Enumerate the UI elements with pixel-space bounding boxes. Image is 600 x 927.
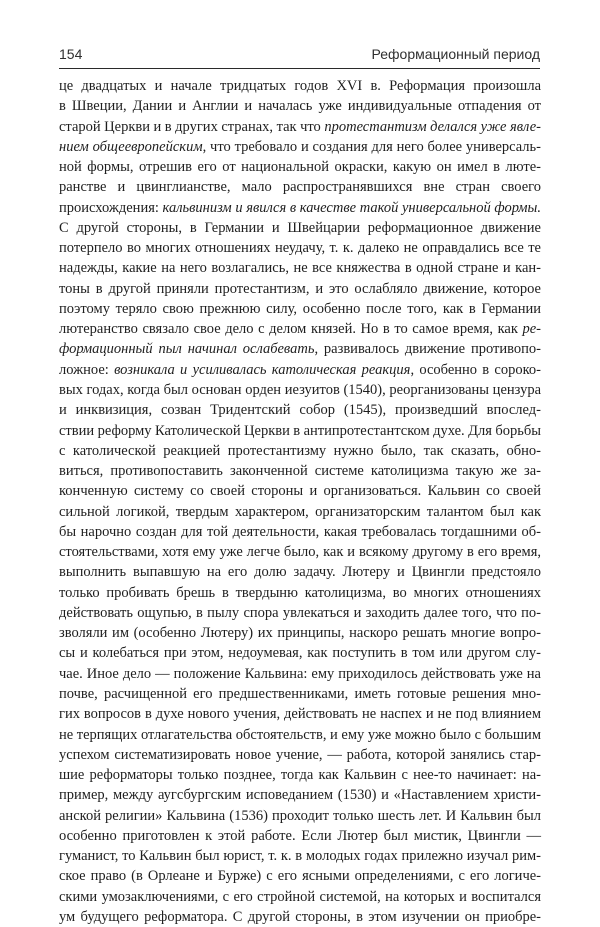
text-line <box>59 319 541 339</box>
text-line <box>59 502 541 522</box>
text-line <box>59 441 541 461</box>
text-segment: це двадцатых и начале тридцатых годов XVI в. Реформация произошла <box>59 78 541 94</box>
text-line <box>59 623 541 643</box>
text-segment: конченную систему со своей стороны и организоваться. Кальвин со своей <box>59 483 541 500</box>
text-segment: ной формы, отрешив его от национальной окраски, какую он имел в люте- <box>59 159 541 176</box>
text-line <box>59 684 541 704</box>
text-segment: ум будущего реформатора. С другой стороны, в этом изучении он приобре- <box>59 908 541 925</box>
header-rule <box>59 68 540 69</box>
page-header <box>59 46 540 66</box>
text-line <box>59 826 541 846</box>
text-segment: потерпело во многих отношениях неудачу, т. к. далеко не оправдались все те <box>59 240 541 257</box>
text-line <box>59 117 541 137</box>
page-number: 154 <box>59 46 83 62</box>
text-segment: почве, расчищенной его предшественниками, иметь готовые решения мно- <box>59 685 541 702</box>
text-segment: стоятельствами, хотя ему уже легче было, как и всякому другому в его время, <box>59 544 541 561</box>
text-line <box>59 785 541 805</box>
text-line <box>59 765 541 785</box>
text-segment: не терпящих отлагательства обстоятельств, и ему уже можно было с большим <box>59 726 541 743</box>
text-line <box>59 481 541 501</box>
text-line <box>59 218 541 238</box>
italic-text: нием общеевропейским <box>59 138 203 155</box>
text-line <box>59 238 541 258</box>
text-line <box>59 542 541 562</box>
text-segment: в Швеции, Дании и Англии и началась уже индивидуальные отпадения от <box>59 98 541 115</box>
text-line <box>59 177 541 197</box>
italic-text: ре- <box>522 321 541 338</box>
text-line <box>59 846 541 866</box>
italic-text: формационный пыл начинал ослабевать <box>59 341 315 358</box>
text-segment: надежды, какие на него возлагались, не все княжества в одной стране и кан- <box>59 260 541 277</box>
text-segment: особенно приготовлен к этой работе. Если Лютер был мистик, Цвингли — <box>59 827 541 844</box>
text-segment: С другой стороны, в Германии и Швейцарии реформационное движение <box>59 219 541 236</box>
text-segment: анской религии» Кальвина (1536) проходит только шесть лет. И Кальвин был <box>59 807 541 824</box>
text-line <box>59 279 541 299</box>
text-segment: с католической реакцией протестантизму нужно было, так сказать, обно- <box>59 442 541 459</box>
text-segment: чае. Иное дело — положение Кальвина: ему приходилось действовать уже на <box>59 665 541 682</box>
text-segment: сы и колебаться при этом, недоумевая, как поступить в том или другом слу- <box>59 645 541 662</box>
italic-text: возникала и усиливалась католическая реакция <box>114 361 411 378</box>
text-segment: действовать ощупью, в пылу спора увлекаться и заходить далее того, что по- <box>59 604 541 621</box>
text-line <box>59 522 541 542</box>
text-segment: скими умозаключениями, с его стройной системой, на которых и воспитался <box>59 888 541 905</box>
text-line <box>59 643 541 663</box>
text-segment: гуманист, то Кальвин был юрист, т. к. в молодых годах прилежно изучал рим- <box>59 848 541 865</box>
text-segment: поэтому теряло свою прежнюю силу, особенно после того, как в Германии <box>59 300 541 317</box>
text-segment: ствии реформу Католической Церкви в антипротестантском духе. Для борьбы <box>59 422 541 439</box>
text-line <box>59 421 541 441</box>
text-segment: лютеранство связало свое дело с делом князей. Но в то самое время, как <box>59 321 523 338</box>
text-segment: вых годах, когда был основан орден иезуитов (1540), реорганизованы цензура <box>59 381 541 398</box>
text-line <box>59 664 541 684</box>
text-line <box>59 76 541 96</box>
text-line <box>59 603 541 623</box>
text-segment: успехом систематизировать новое учение, — работа, которой занялись стар- <box>59 746 541 763</box>
text-segment: шие реформаторы только позднее, тогда как Кальвин с нее-то начинает: на- <box>59 767 541 784</box>
text-segment: бы нарочно создан для той деятельности, какая требовалась тогдашними об- <box>59 523 541 540</box>
text-line <box>59 907 541 927</box>
text-line <box>59 380 541 400</box>
text-line <box>59 806 541 826</box>
text-segment: происхождения: <box>59 199 163 216</box>
text-line <box>59 258 541 278</box>
text-line <box>59 360 541 380</box>
text-segment: , что требовало и создания для него более универсаль- <box>202 138 541 155</box>
text-segment: только пробивать брешь в твердыню католицизма, во многих отношениях <box>59 584 541 601</box>
text-segment: виться, противопоставить законченной системе католицизма такую же за- <box>59 463 541 480</box>
text-segment: выполнить выпавшую на его долю задачу. Лютеру и Цвингли предстояло <box>59 564 541 581</box>
text-segment: гих вопросов в духе нового учения, действовать не наспех и не под влиянием <box>59 706 541 723</box>
text-segment: ранстве и цвинглианстве, мало распространявшихся вне стран своего <box>59 179 541 196</box>
text-line <box>59 137 541 157</box>
text-segment: и инквизиция, созван Тридентский собор (1545), произведший впослед- <box>59 402 541 419</box>
text-line <box>59 745 541 765</box>
text-line <box>59 339 541 359</box>
text-line <box>59 198 541 218</box>
text-line <box>59 583 541 603</box>
text-segment: старой Церкви и в других странах, так что <box>59 118 325 135</box>
text-line <box>59 866 541 886</box>
text-segment: зволяли им (особенно Лютеру) их принципы, наскоро решать многие вопро- <box>59 625 541 642</box>
text-segment: , особенно в сороко- <box>410 361 542 378</box>
italic-text: протестантизм делался уже явле- <box>324 118 541 135</box>
running-title: Реформационный период <box>371 46 540 62</box>
text-segment: сильной логикой, твердым характером, организаторским талантом был как <box>59 503 541 520</box>
text-segment: , развивалось движение противопо- <box>314 341 541 358</box>
body-text <box>59 76 541 927</box>
italic-text: кальвинизм и явился в качестве такой универсальной формы. <box>162 199 541 216</box>
text-line <box>59 400 541 420</box>
text-segment: тоны в другой приняли протестантизм, и это ослабляло движение, которое <box>59 280 541 297</box>
text-segment: ское право (в Орлеане и Бурже) с его ясными определениями, с его логиче- <box>59 868 541 885</box>
text-line <box>59 157 541 177</box>
text-segment: ложное: <box>59 361 115 378</box>
text-line <box>59 96 541 116</box>
text-line <box>59 725 541 745</box>
text-line <box>59 562 541 582</box>
text-line <box>59 704 541 724</box>
text-line <box>59 299 541 319</box>
text-line <box>59 461 541 481</box>
text-segment: пример, между аугсбургским исповеданием (1530) и «Наставлением христи- <box>59 787 541 804</box>
